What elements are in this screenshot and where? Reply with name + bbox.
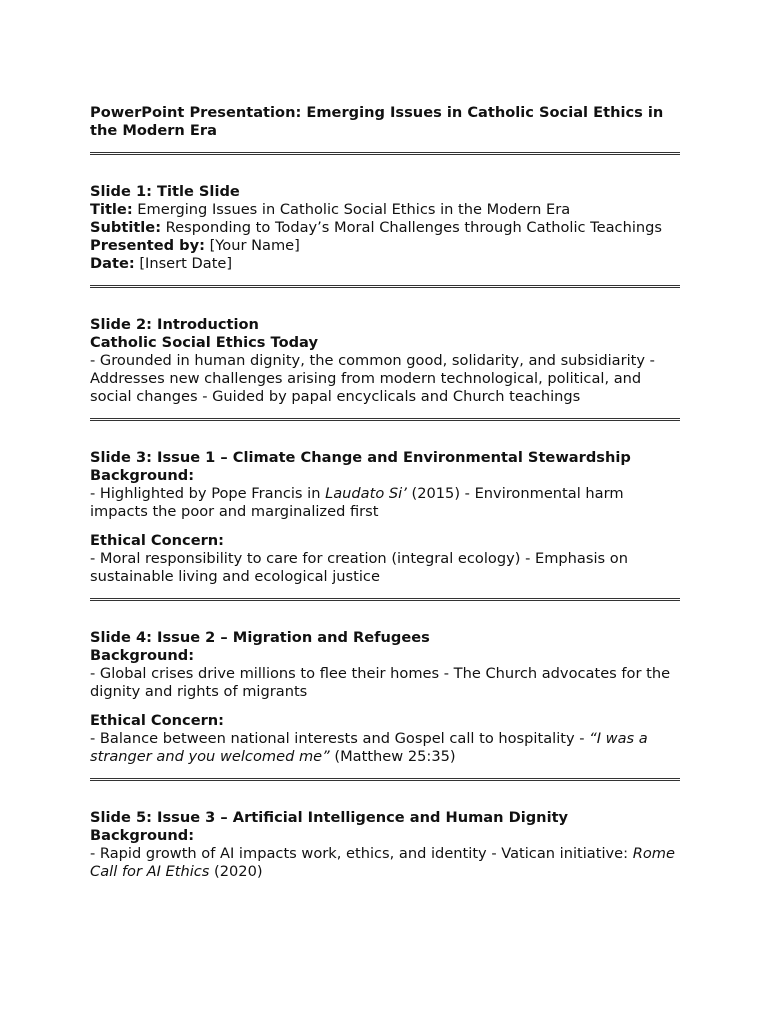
initiative-title: Rome Call for AI Ethics bbox=[90, 845, 675, 880]
subtitle-label: Subtitle: bbox=[90, 219, 162, 236]
slide-2-subheading: Catholic Social Ethics Today bbox=[90, 334, 318, 351]
slide-5-background-label: Background: bbox=[90, 827, 195, 844]
slide-3-heading: Slide 3: Issue 1 – Climate Change and Environmental Stewardship bbox=[90, 449, 631, 466]
presented-by-label: Presented by: bbox=[90, 237, 205, 254]
slide-1-date-line bbox=[90, 255, 680, 273]
date-value: [Insert Date] bbox=[134, 255, 233, 272]
background-text: - Rapid growth of AI impacts work, ethics, and identity - Vatican initiative: bbox=[90, 845, 633, 862]
section-divider bbox=[90, 152, 680, 155]
slide-3-background-body bbox=[90, 485, 680, 521]
slide-1-presenter-line bbox=[90, 237, 680, 255]
section-divider bbox=[90, 285, 680, 288]
slide-3-concern-body: - Moral responsibility to care for creation (integral ecology) - Emphasis on sustainable living and ecological justice bbox=[90, 550, 628, 585]
slide-1-section bbox=[90, 183, 680, 273]
background-text: (2020) bbox=[209, 863, 263, 880]
slide-4-heading: Slide 4: Issue 2 – Migration and Refugees bbox=[90, 629, 430, 646]
slide-5-section bbox=[90, 809, 680, 881]
slide-1-title-line bbox=[90, 201, 680, 219]
scripture-quote: “I was a stranger and you welcomed me” bbox=[90, 730, 648, 765]
background-text: - Highlighted by Pope Francis in bbox=[90, 485, 326, 502]
section-divider bbox=[90, 598, 680, 601]
slide-5-background-body bbox=[90, 845, 680, 881]
slide-1-heading: Slide 1: Title Slide bbox=[90, 183, 240, 200]
concern-text: - Balance between national interests and Gospel call to hospitality - bbox=[90, 730, 590, 747]
slide-4-background-label: Background: bbox=[90, 647, 195, 664]
title-value: Emerging Issues in Catholic Social Ethics in the Modern Era bbox=[132, 201, 571, 218]
slide-2-heading: Slide 2: Introduction bbox=[90, 316, 259, 333]
slide-2-body: - Grounded in human dignity, the common good, solidarity, and subsidiarity - Addresses new challenges arising from modern technological, political, and social changes - Guided by papal encyclicals and Church teachings bbox=[90, 352, 655, 405]
encyclical-title: Laudato Si’ bbox=[325, 485, 407, 502]
slide-4-section bbox=[90, 629, 680, 766]
subtitle-value: Responding to Today’s Moral Challenges through Catholic Teachings bbox=[161, 219, 662, 236]
slide-4-concern-body bbox=[90, 730, 680, 766]
date-label: Date: bbox=[90, 255, 135, 272]
slide-3-background-label: Background: bbox=[90, 467, 195, 484]
slide-2-section bbox=[90, 316, 680, 406]
title-label: Title: bbox=[90, 201, 133, 218]
presented-by-value: [Your Name] bbox=[204, 237, 300, 254]
slide-4-background-body: - Global crises drive millions to flee their homes - The Church advocates for the dignity and rights of migrants bbox=[90, 665, 671, 700]
section-divider bbox=[90, 778, 680, 781]
slide-3-concern-label: Ethical Concern: bbox=[90, 532, 225, 549]
section-divider bbox=[90, 418, 680, 421]
document-page bbox=[90, 104, 680, 881]
document-title: PowerPoint Presentation: Emerging Issues in Catholic Social Ethics in the Modern Era bbox=[90, 104, 664, 139]
concern-text: (Matthew 25:35) bbox=[329, 748, 456, 765]
background-text: (2015) - Environmental harm impacts the poor and marginalized first bbox=[90, 485, 624, 520]
slide-5-heading: Slide 5: Issue 3 – Artificial Intelligence and Human Dignity bbox=[90, 809, 569, 826]
slide-4-concern-label: Ethical Concern: bbox=[90, 712, 225, 729]
slide-1-subtitle-line bbox=[90, 219, 680, 237]
slide-3-section bbox=[90, 449, 680, 586]
